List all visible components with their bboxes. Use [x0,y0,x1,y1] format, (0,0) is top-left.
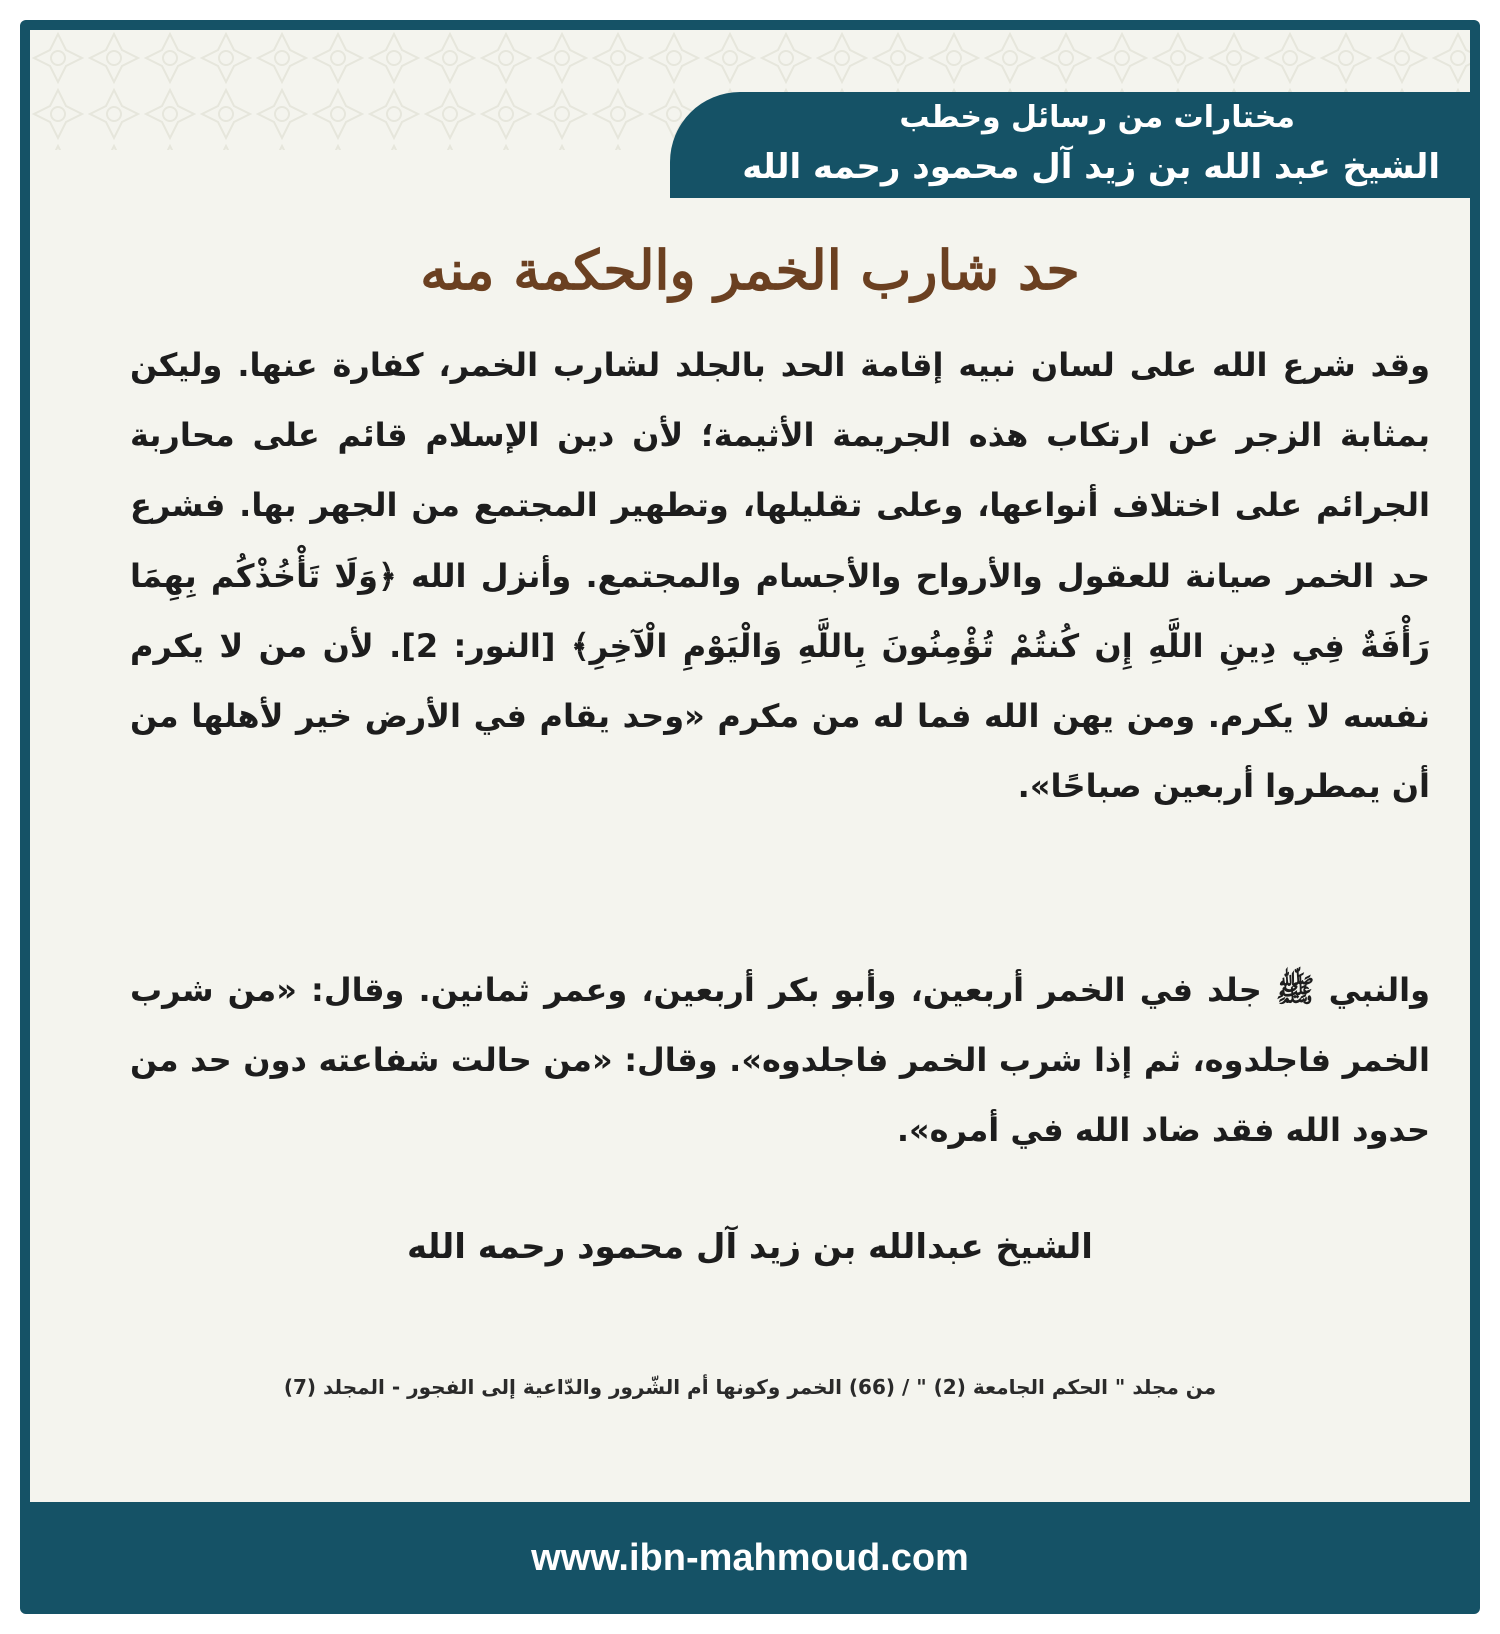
content-panel [30,30,1470,1502]
footer-bar [20,1502,1480,1614]
website-link[interactable]: www.ibn-mahmoud.com [531,1536,969,1579]
paragraph-1: وقد شرع الله على لسان نبيه إقامة الحد بالجلد لشارب الخمر، كفارة عنها. وليكن بمثابة الزجر عن ارتكاب هذه الجريمة الأثيمة؛ لأن دين الإسلام قائم على محاربة الجرائم على اختلاف أنواعها، وعلى تقليلها، وتطهير المجتمع من الجهر بها. فشرع حد الخمر صيانة للعقول والأرواح والأجسام والمجتمع. وأنزل الله ﴿وَلَا تَأْخُذْكُم بِهِمَا رَأْفَةٌ فِي دِينِ اللَّهِ إِن كُنتُمْ تُؤْمِنُونَ بِاللَّهِ وَالْيَوْمِ الْآخِرِ﴾ [النور: 2]. لأن من لا يكرم نفسه لا يكرم. ومن يهن الله فما له من مكرم «وحد يقام في الأرض خير لأهلها من أن يمطروا أربعين صباحًا». [130,346,1431,806]
page-title: حد شارب الخمر والحكمة منه [420,238,1080,302]
paragraph-2: والنبي ﷺ جلد في الخمر أربعين، وأبو بكر أربعين، وعمر ثمانين. وقال: «من شرب الخمر فاجلدوه، ثم إذا شرب الخمر فاجلدوه». وقال: «من حالت شفاعته دون حد من حدود الله فقد ضاد الله في أمره». [130,971,1430,1150]
author-signature: الشيخ عبدالله بن زيد آل محمود رحمه الله [407,1227,1093,1267]
card-frame [20,20,1480,1614]
header-banner [670,92,1470,198]
source-citation: من مجلد " الحكم الجامعة (2) " / (66) الخمر وكونها أم الشّرور والدّاعية إلى الفجور - المجلد (7) [283,1375,1217,1399]
header-subtitle: مختارات من رسائل وخطب [899,100,1295,135]
header-author: الشيخ عبد الله بن زيد آل محمود رحمه الله [742,147,1440,187]
